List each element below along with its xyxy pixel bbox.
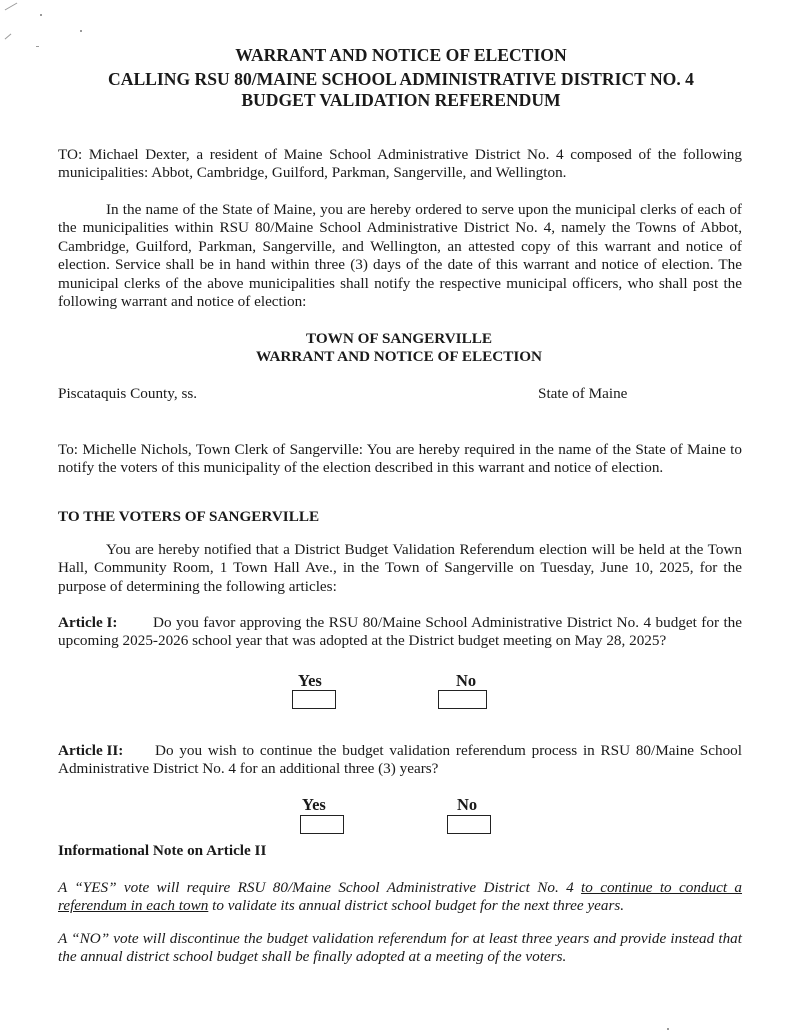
to-resident-paragraph: TO: Michael Dexter, a resident of Maine School Administrative District No. 4 composed of the following municipalities: Abbot, Cambridge, Guilford, Parkman, Sangerville, and Wellington. bbox=[58, 146, 742, 182]
notified-paragraph: You are hereby notified that a District Budget Validation Referendum election will be held at the Town Hall, Community Room, 1 Town Hall Ave., in the Town of Sangerville on Tuesday, June 10, 2025, for the purpose of determining the following articles: bbox=[58, 541, 742, 595]
state-label: State of Maine bbox=[538, 385, 628, 402]
scan-artifact bbox=[5, 3, 18, 11]
note-heading: Informational Note on Article II bbox=[58, 842, 267, 859]
document-title-line-2: CALLING RSU 80/MAINE SCHOOL ADMINISTRATIVE DISTRICT NO. 4 bbox=[108, 69, 694, 89]
article-2-no-checkbox[interactable] bbox=[447, 815, 491, 834]
scan-artifact bbox=[80, 30, 82, 32]
article-2-no-label: No bbox=[457, 795, 478, 814]
scan-artifact bbox=[667, 1028, 669, 1030]
county-label: Piscataquis County, ss. bbox=[58, 385, 198, 402]
order-paragraph: In the name of the State of Maine, you are hereby ordered to serve upon the municipal clerks of each of the municipalities within RSU 80/Maine School Administrative District No. 4, namely the Towns of Abbot, Cambridge, Guilford, Parkman, Sangerville, and Wellington, an attested copy of this warrant and notice of election. Service shall be in hand within three (3) days of the date of this warrant and notice of election. The municipal clerks of the above municipalities shall notify the respective municipal officers, who shall post the following warrant and notice of election: bbox=[58, 201, 742, 311]
article-1-yes-checkbox[interactable] bbox=[292, 690, 336, 709]
article-1-label: Article I: bbox=[58, 614, 118, 631]
scan-artifact bbox=[40, 14, 42, 16]
article-2-text: Do you wish to continue the budget validation referendum process in RSU 80/Maine School Administrative District No. 4 for an additional three (3) years? bbox=[58, 742, 742, 778]
note-yes-text-end: to validate its annual district school budget for the next three years. bbox=[208, 897, 625, 915]
article-1-no-label: No bbox=[456, 671, 477, 690]
article-1-yes-label: Yes bbox=[298, 671, 322, 690]
article-2-question bbox=[58, 742, 742, 779]
note-yes-paragraph bbox=[58, 879, 742, 916]
article-1-text: Do you favor approving the RSU 80/Maine School Administrative District No. 4 budget for the upcoming 2025-2026 school year that was adopted at the District budget meeting on May 28, 2025? bbox=[58, 614, 742, 650]
note-yes-underlined: to continue to conduct a referendum in each town bbox=[58, 879, 743, 915]
note-yes-text-start: A “YES” vote will require RSU 80/Maine School Administrative District No. 4 bbox=[58, 879, 582, 896]
note-no-paragraph: A “NO” vote will discontinue the budget validation referendum for at least three years and provide instead that the annual district school budget shall be finally adopted at a meeting of the voters. bbox=[58, 930, 742, 966]
article-1-no-checkbox[interactable] bbox=[438, 690, 487, 709]
scan-artifact bbox=[5, 34, 12, 40]
voters-heading: TO THE VOTERS OF SANGERVILLE bbox=[58, 508, 320, 525]
article-2-yes-label: Yes bbox=[302, 795, 326, 814]
town-heading-line-1: TOWN OF SANGERVILLE bbox=[306, 330, 492, 347]
article-1-question bbox=[58, 614, 742, 651]
town-heading-line-2: WARRANT AND NOTICE OF ELECTION bbox=[255, 348, 543, 365]
document-title-line-1: WARRANT AND NOTICE OF ELECTION bbox=[235, 45, 567, 65]
article-2-label: Article II: bbox=[58, 742, 124, 759]
article-2-yes-checkbox[interactable] bbox=[300, 815, 344, 834]
document-title-line-3: BUDGET VALIDATION REFERENDUM bbox=[241, 90, 561, 110]
clerk-paragraph: To: Michelle Nichols, Town Clerk of Sangerville: You are hereby required in the name of the State of Maine to notify the voters of this municipality of the election described in this warrant and notice of election. bbox=[58, 441, 742, 477]
